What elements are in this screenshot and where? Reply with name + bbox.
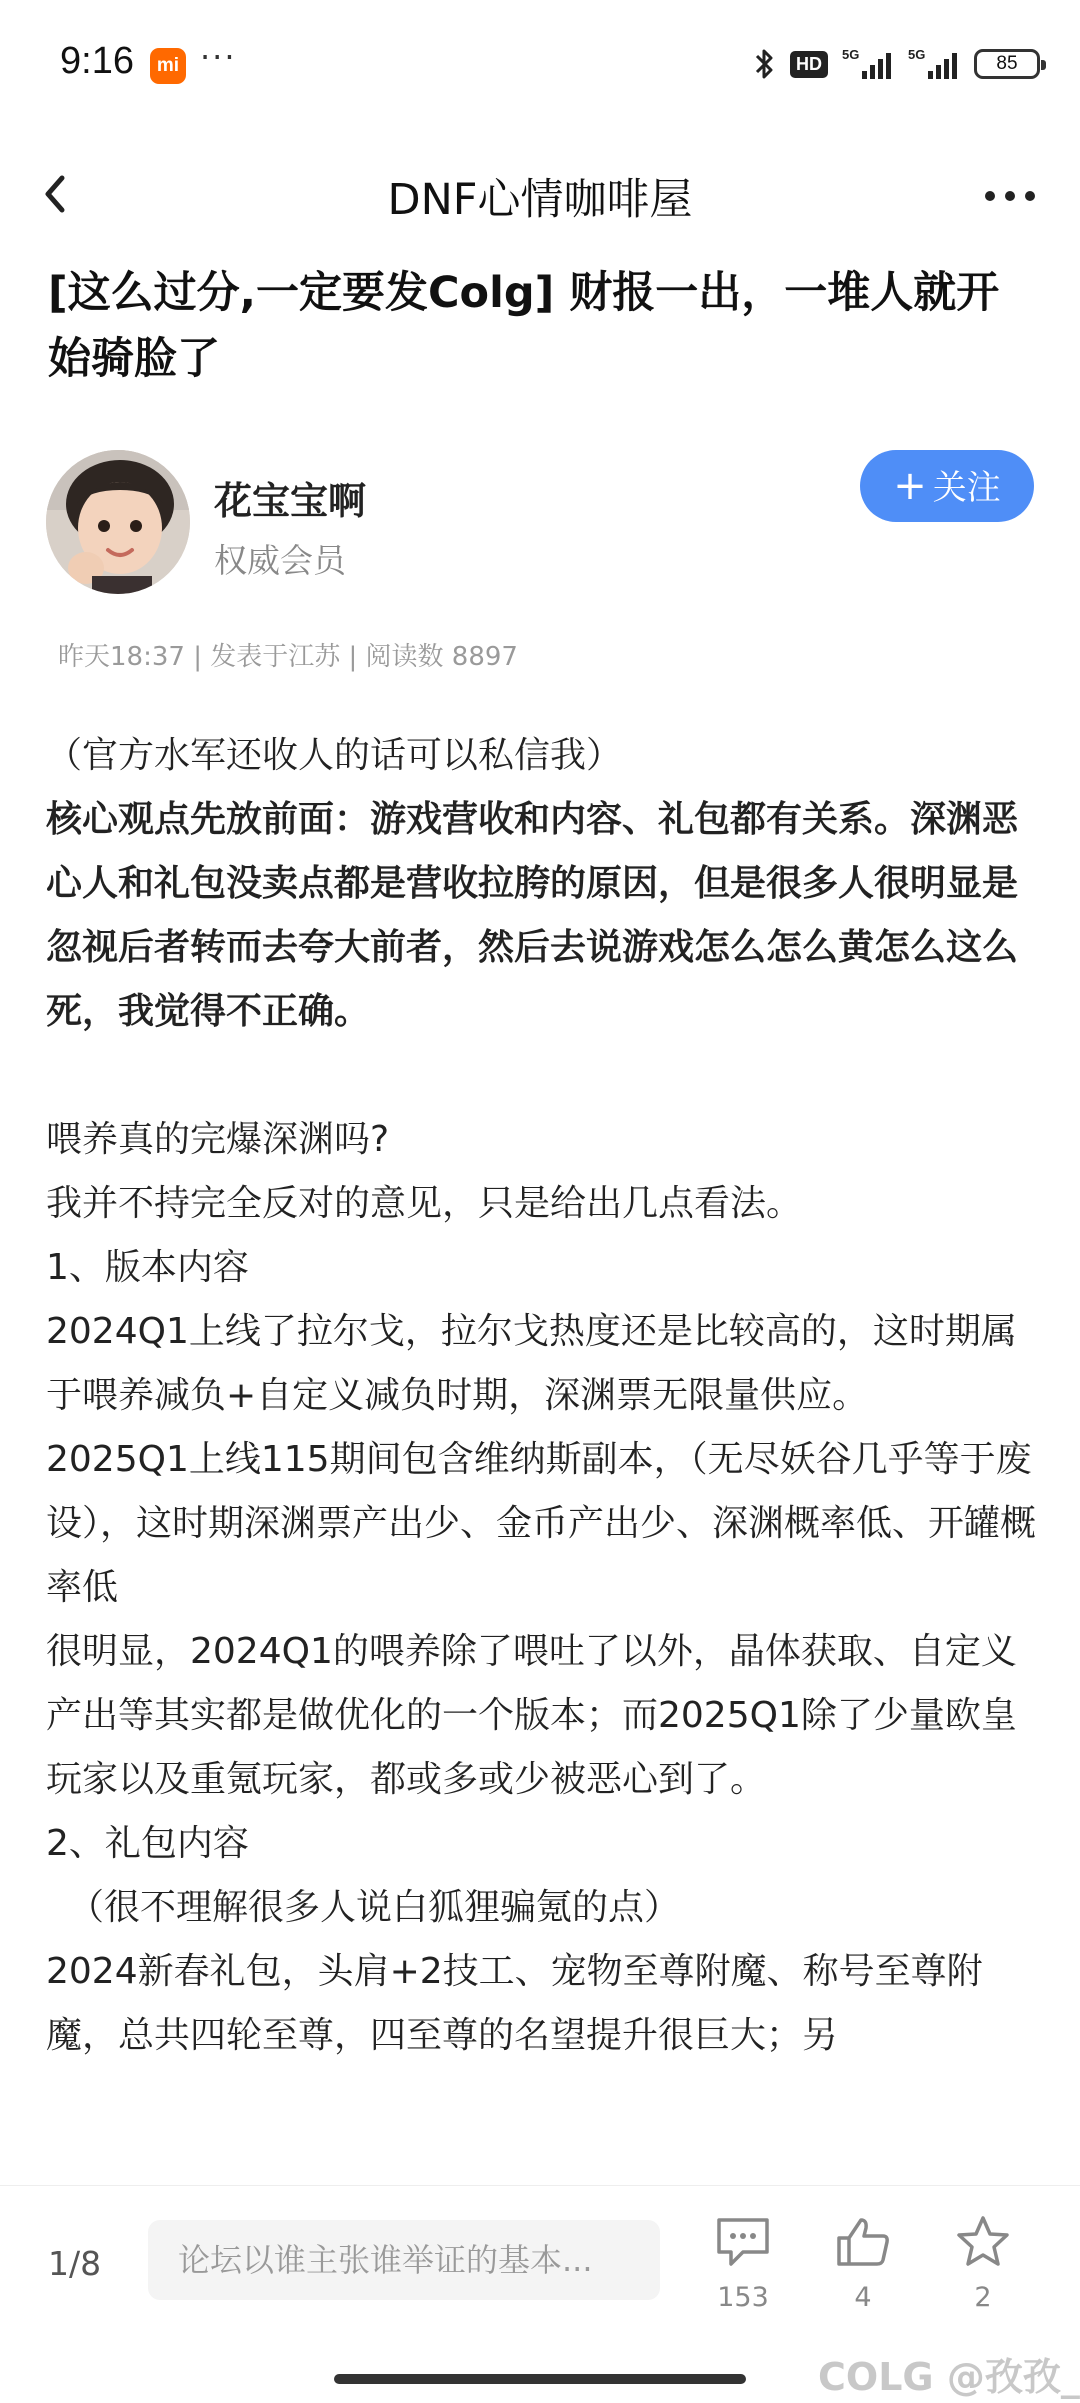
paragraph: 1、版本内容	[46, 1247, 249, 1288]
favorite-count: 2	[974, 2282, 992, 2313]
avatar-image	[46, 450, 190, 594]
paragraph: 很明显，2024Q1的喂养除了喂吐了以外，晶体获取、自定义产出等其实都是做优化的一个版本；而2025Q1除了少量欧皇玩家以及重氪玩家，都或多或少被恶心到了。	[46, 1631, 1017, 1800]
more-button[interactable]	[976, 160, 1046, 230]
status-bar	[0, 0, 1080, 130]
net2-label: 5G	[908, 47, 926, 62]
paragraph: 2025Q1上线115期间包含维纳斯副本，（无尽妖谷几乎等于废设），这时期深渊票产出少、金币产出少、深渊概率低、开罐概率低	[46, 1439, 1037, 1608]
follow-label: 关注	[932, 468, 1001, 508]
paragraph	[46, 1044, 1046, 1108]
paragraph: （官方水军还收人的话可以私信我）	[46, 735, 623, 776]
signal-5g-icon	[842, 47, 894, 81]
watermark: COLG @孜孜_	[818, 2355, 1080, 2399]
comment-count: 153	[717, 2282, 769, 2313]
status-time: 9:16	[60, 40, 134, 82]
battery-icon: 85	[974, 49, 1040, 79]
author-name[interactable]: 花宝宝啊	[214, 479, 367, 523]
comment-input[interactable]: 论坛以谁主张谁举证的基本...	[148, 2220, 660, 2300]
like-button[interactable]	[818, 2214, 908, 2313]
favorite-button[interactable]	[938, 2214, 1028, 2313]
status-indicators	[754, 44, 1040, 84]
paragraph: 喂养真的完爆深渊吗?	[46, 1119, 390, 1160]
plus-icon: +	[893, 463, 927, 509]
page-indicator[interactable]: 1/8	[48, 2244, 102, 2283]
bluetooth-icon	[754, 47, 776, 81]
paragraph: 我并不持完全反对的意见，只是给出几点看法。	[46, 1183, 803, 1224]
paragraph: 2、礼包内容	[46, 1823, 249, 1864]
thumbs-up-icon	[833, 2214, 893, 2270]
post-meta: 昨天18:37 | 发表于江苏 | 阅读数 8897	[58, 642, 518, 672]
article-body	[46, 724, 1046, 2068]
star-icon	[953, 2214, 1013, 2270]
paragraph: 2024Q1上线了拉尔戈，拉尔戈热度还是比较高的，这时期属于喂养减负+自定义减负时期，深渊票无限量供应。	[46, 1311, 1017, 1416]
nav-bar	[0, 130, 1080, 260]
hd-voice-badge: HD	[790, 51, 828, 78]
avatar[interactable]	[46, 450, 190, 594]
net1-label: 5G	[842, 47, 860, 62]
more-dots-icon	[976, 160, 1046, 230]
bottom-action-bar	[0, 2185, 1080, 2403]
forum-title: DNF心情咖啡屋	[387, 175, 693, 225]
like-count: 4	[854, 2282, 872, 2313]
follow-button[interactable]	[860, 450, 1034, 522]
article-title: [这么过分,一定要发Colg] 财报一出，一堆人就开始骑脸了	[48, 268, 1000, 384]
author-role: 权威会员	[214, 541, 346, 580]
home-indicator[interactable]	[334, 2374, 746, 2384]
paragraph: （很不理解很多人说白狐狸骗氪的点）	[68, 1887, 681, 1928]
mi-app-icon: mi	[150, 48, 186, 84]
comment-button[interactable]	[698, 2214, 788, 2313]
comment-icon	[713, 2214, 773, 2270]
paragraph: 2024新春礼包，头肩+2技工、宠物至尊附魔、称号至尊附魔，总共四轮至尊，四至尊的名望提升很巨大；另	[46, 1951, 983, 2056]
signal-5g-icon-2	[908, 47, 960, 81]
more-notifications-icon: ···	[200, 38, 237, 76]
paragraph: 核心观点先放前面：游戏营收和内容、礼包都有关系。深渊恶心人和礼包没卖点都是营收拉胯的原因，但是很多人很明显是忽视后者转而去夸大前者，然后去说游戏怎么怎么黄怎么这么死，我觉得不正确。	[46, 799, 1019, 1032]
